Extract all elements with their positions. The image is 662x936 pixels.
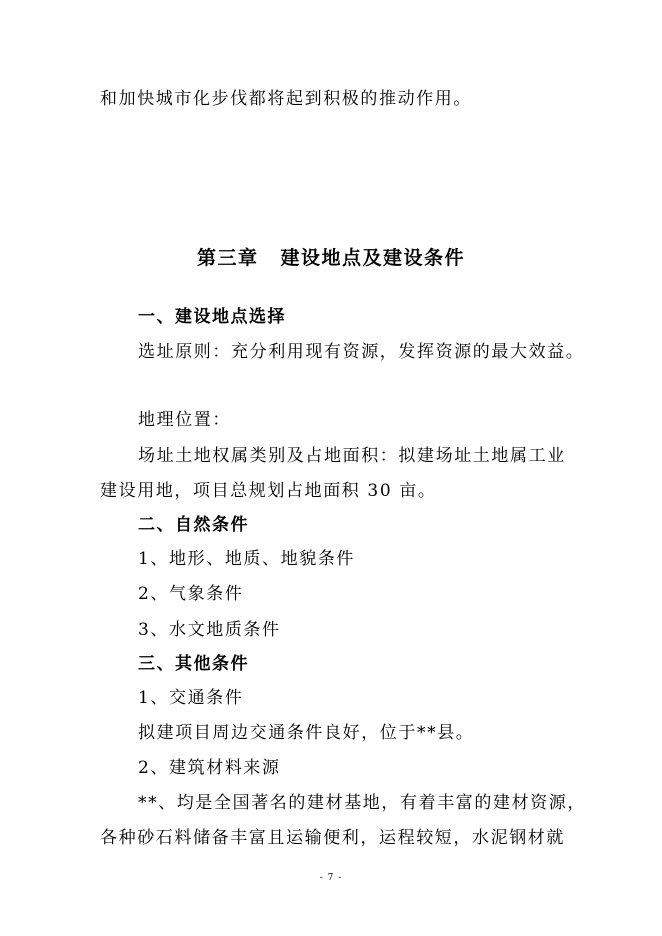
section-heading-site-selection: 一、建设地点选择 [138,307,286,327]
paragraph-line: 和加快城市化步伐都将起到积极的推动作用。 [100,89,472,109]
paragraph-line: 地理位置： [138,410,231,430]
chapter-number: 第三章 [196,247,259,269]
paragraph-line: 选址原则：充分利用现有资源，发挥资源的最大效益。 [138,342,585,362]
list-item: 3、水文地质条件 [138,620,281,640]
section-heading-other-conditions: 三、其他条件 [138,654,249,674]
list-item: 2、建筑材料来源 [138,758,281,778]
list-item: 1、交通条件 [138,688,244,708]
list-item: 1、地形、地质、地貌条件 [138,549,356,569]
chapter-title: 建设地点及建设条件 [280,247,466,269]
list-item: 2、气象条件 [138,584,244,604]
page-number: - 7 - [319,873,343,883]
chapter-heading [0,246,662,270]
paragraph-line: 建设用地，项目总规划占地面积 30 亩。 [100,481,437,501]
paragraph-line: 各种砂石料储备丰富且运输便利，运程较短，水泥钢材就 [100,828,565,848]
paragraph-line: 场址土地权属类别及占地面积：拟建场址土地属工业 [138,446,566,466]
paragraph-line: **、均是全国著名的建材基地，有着丰富的建材资源， [138,793,586,813]
section-heading-natural-conditions: 二、自然条件 [138,515,249,535]
paragraph-line: 拟建项目周边交通条件良好，位于**县。 [138,723,475,743]
